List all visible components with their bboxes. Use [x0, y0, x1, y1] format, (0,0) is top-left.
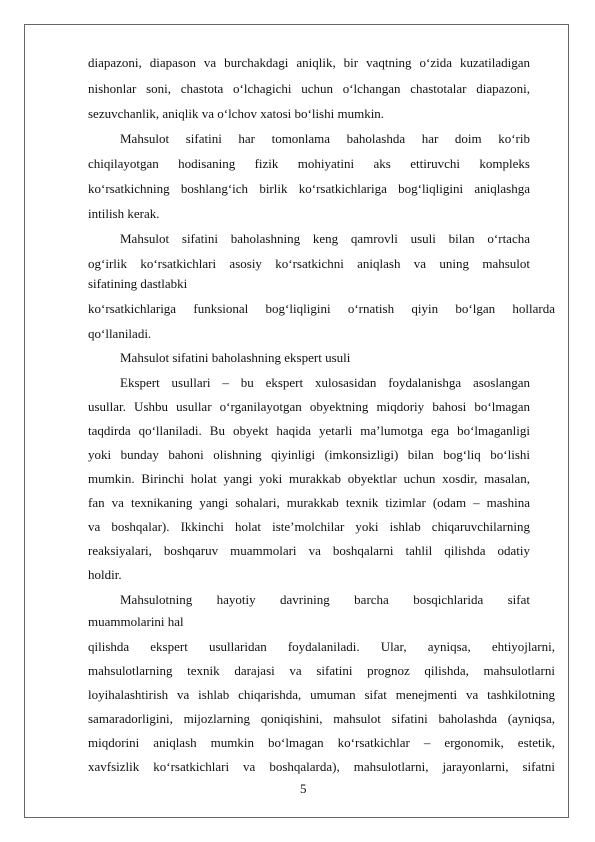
text-line: va boshqalar). Ikkinchi holat iste’molchilar yoki ishlab chiqaruvchilarning [88, 519, 530, 534]
text-line: yoki bunday bahoni olishning qiyinligi (imkonsizligi) bilan bog‘liq bo‘lishi [88, 447, 530, 462]
text-line: ko‘rsatkichning boshlang‘ich birlik ko‘rsatkichlariga bog‘liqligini aniqlashga [88, 181, 530, 196]
text-line: sezuvchanlik, aniqlik va o‘lchov xatosi bo‘lishi mumkin. [88, 106, 385, 121]
text-line: ko‘rsatkichlariga funksional bog‘liqligini o‘rnatish qiyin bo‘lgan hollarda [88, 301, 555, 316]
text-line: Mahsulot sifatini har tomonlama baholashda har doim ko‘rib [120, 131, 530, 146]
text-line: Mahsulotning hayotiy davrining barcha bosqichlarida sifat [120, 592, 530, 607]
text-line: chiqilayotgan hodisaning fizik mohiyatini aks ettiruvchi kompleks [88, 156, 530, 171]
text-line: loyihalashtirish va ishlab chiqarishda, umuman sifat menejmenti va tashkilotning [88, 687, 555, 702]
text-line: Ekspert usullari – bu ekspert xulosasidan foydalanishga asoslangan [120, 375, 530, 390]
text-line: qilishda ekspert usullaridan foydalaniladi. Ular, ayniqsa, ehtiyojlarni, [88, 639, 555, 654]
text-line: intilish kerak. [88, 206, 160, 221]
text-line: mahsulotlarning texnik darajasi va sifatini prognoz qilishda, mahsulotlarni [88, 663, 555, 678]
section-heading: Mahsulot sifatini baholashning ekspert usuli [120, 350, 351, 365]
text-line: diapazoni, diapason va burchakdagi aniqlik, bir vaqtning o‘zida kuzatiladigan [88, 55, 530, 70]
text-line: taqdirda qo‘llaniladi. Bu obyekt haqida yetarli ma’lumotga ega bo‘lmaganligi [88, 423, 530, 438]
text-line: qo‘llaniladi. [88, 326, 152, 341]
text-line: sifatining dastlabki [88, 276, 188, 291]
text-line: muammolarini hal [88, 614, 184, 629]
text-line: reaksiyalari, boshqaruv muammolari va boshqalarni tahlil qilishda odatiy [88, 543, 530, 558]
text-line: mumkin. Birinchi holat yangi yoki murakkab obyektlar uchun xosdir, masalan, [88, 471, 530, 486]
text-line: og‘irlik ko‘rsatkichlari asosiy ko‘rsatkichni aniqlash va uning mahsulot [88, 256, 530, 271]
text-line: fan va texnikaning yangi sohalari, murakkab texnik tizimlar (odam – mashina [88, 495, 530, 510]
text-line: samaradorligini, mijozlarning qoniqishini, mahsulot sifatini baholashda (ayniqsa, [88, 711, 555, 726]
text-line: usullar. Ushbu usullar o‘rganilayotgan obyektning miqdoriy bahosi bo‘lmagan [88, 399, 530, 414]
text-line: Mahsulot sifatini baholashning keng qamrovli usuli bilan o‘rtacha [120, 231, 530, 246]
text-line: miqdorini aniqlash mumkin bo‘lmagan ko‘rsatkichlar – ergonomik, estetik, [88, 735, 555, 750]
text-line: holdir. [88, 567, 122, 582]
text-line: nishonlar soni, chastota o‘lchagichi uchun o‘lchangan chastotalar diapazoni, [88, 81, 530, 96]
page-number: 5 [300, 781, 307, 796]
text-line: xavfsizlik ko‘rsatkichlari va boshqalarda), mahsulotlarni, jarayonlarni, sifatni [88, 759, 555, 774]
